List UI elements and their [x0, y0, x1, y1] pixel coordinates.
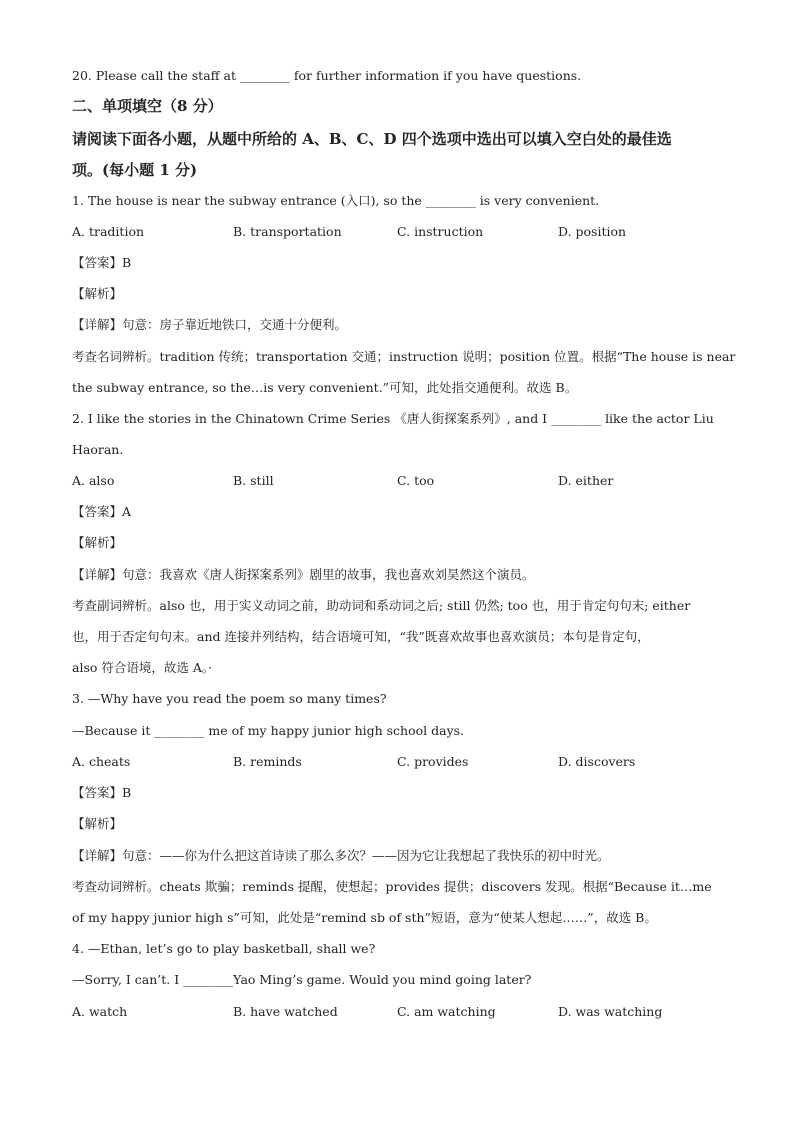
q2-detail-4: also 符合语境，故选 A。· [72, 660, 213, 675]
q2-option-a: A. also [72, 473, 115, 488]
q1-option-c: C. instruction [397, 224, 484, 239]
q2-option-b: B. still [233, 473, 274, 488]
q2-detail-2: 考查副词辨析。also 也，用于实义动词之前，助动词和系动词之后; still 仍然; too 也，用于肯定句句末; either [72, 598, 691, 613]
q3-option-a: A. cheats [72, 754, 131, 769]
q2-option-d: D. either [558, 473, 614, 488]
q2-analysis-label: 【解析】 [72, 535, 123, 550]
q3-option-d: D. discovers [558, 754, 636, 769]
q3-analysis-label: 【解析】 [72, 816, 123, 831]
q1-analysis-label: 【解析】 [72, 286, 123, 301]
q2-stem-1: 2. I like the stories in the Chinatown Crime Series 《唐人街探案系列》, and I ________ like the actor Liu [72, 411, 714, 426]
q1-detail-3: the subway entrance, so the…is very convenient.”可知，此处指交通便利。故选 B。 [72, 380, 578, 395]
q4-option-b: B. have watched [233, 1004, 338, 1019]
q2-answer: 【答案】A [72, 504, 132, 519]
q3-stem-1: 3. —Why have you read the poem so many times? [72, 691, 387, 706]
q3-detail-1: 【详解】句意：——你为什么把这首诗读了那么多次？——因为它让我想起了我快乐的初中时光。 [72, 848, 610, 863]
q3-option-c: C. provides [397, 754, 469, 769]
instruction-line-2: 项。(每小题 1 分) [72, 161, 198, 179]
q4-option-a: A. watch [72, 1004, 128, 1019]
q3-detail-2: 考查动词辨析。cheats 欺骗；reminds 提醒，使想起；provides 提供；discovers 发现。根据“Because it…me [72, 879, 712, 894]
q2-option-c: C. too [397, 473, 435, 488]
q1-option-a: A. tradition [72, 224, 145, 239]
q3-answer: 【答案】B [72, 785, 132, 800]
section-title: 二、单项填空（8 分） [72, 97, 223, 115]
instruction-line-1: 请阅读下面各小题，从题中所给的 A、B、C、D 四个选项中选出可以填入空白处的最佳选 [72, 130, 672, 148]
q4-stem-1: 4. —Ethan, let’s go to play basketball, shall we? [72, 941, 376, 956]
q20-line: 20. Please call the staff at ________ for further information if you have questions. [72, 68, 582, 83]
q4-stem-2: —Sorry, I can’t. I ________Yao Ming’s game. Would you mind going later? [72, 972, 532, 987]
q1-detail-2: 考查名词辨析。tradition 传统；transportation 交通；instruction 说明；position 位置。根据“The house is near [72, 349, 736, 364]
q3-stem-2: —Because it ________ me of my happy junior high school days. [72, 723, 465, 738]
q4-option-d: D. was watching [558, 1004, 663, 1019]
q3-detail-3: of my happy junior high s”可知，此处是“remind sb of sth”短语，意为“使某人想起……”，故选 B。 [72, 910, 657, 925]
q3-option-b: B. reminds [233, 754, 302, 769]
q1-answer: 【答案】B [72, 255, 132, 270]
q2-stem-2: Haoran. [72, 442, 124, 457]
q1-detail-1: 【详解】句意：房子靠近地铁口，交通十分便利。 [72, 317, 348, 332]
q1-stem: 1. The house is near the subway entrance (入口), so the ________ is very convenient. [72, 193, 600, 208]
q2-detail-3: 也，用于否定句句末。and 连接并列结构，结合语境可知，“我”既喜欢故事也喜欢演员；本句是肯定句， [72, 629, 650, 644]
q1-option-b: B. transportation [233, 224, 342, 239]
q1-option-d: D. position [558, 224, 627, 239]
q4-option-c: C. am watching [397, 1004, 496, 1019]
q2-detail-1: 【详解】句意：我喜欢《唐人街探案系列》剧里的故事，我也喜欢刘昊然这个演员。 [72, 567, 535, 582]
